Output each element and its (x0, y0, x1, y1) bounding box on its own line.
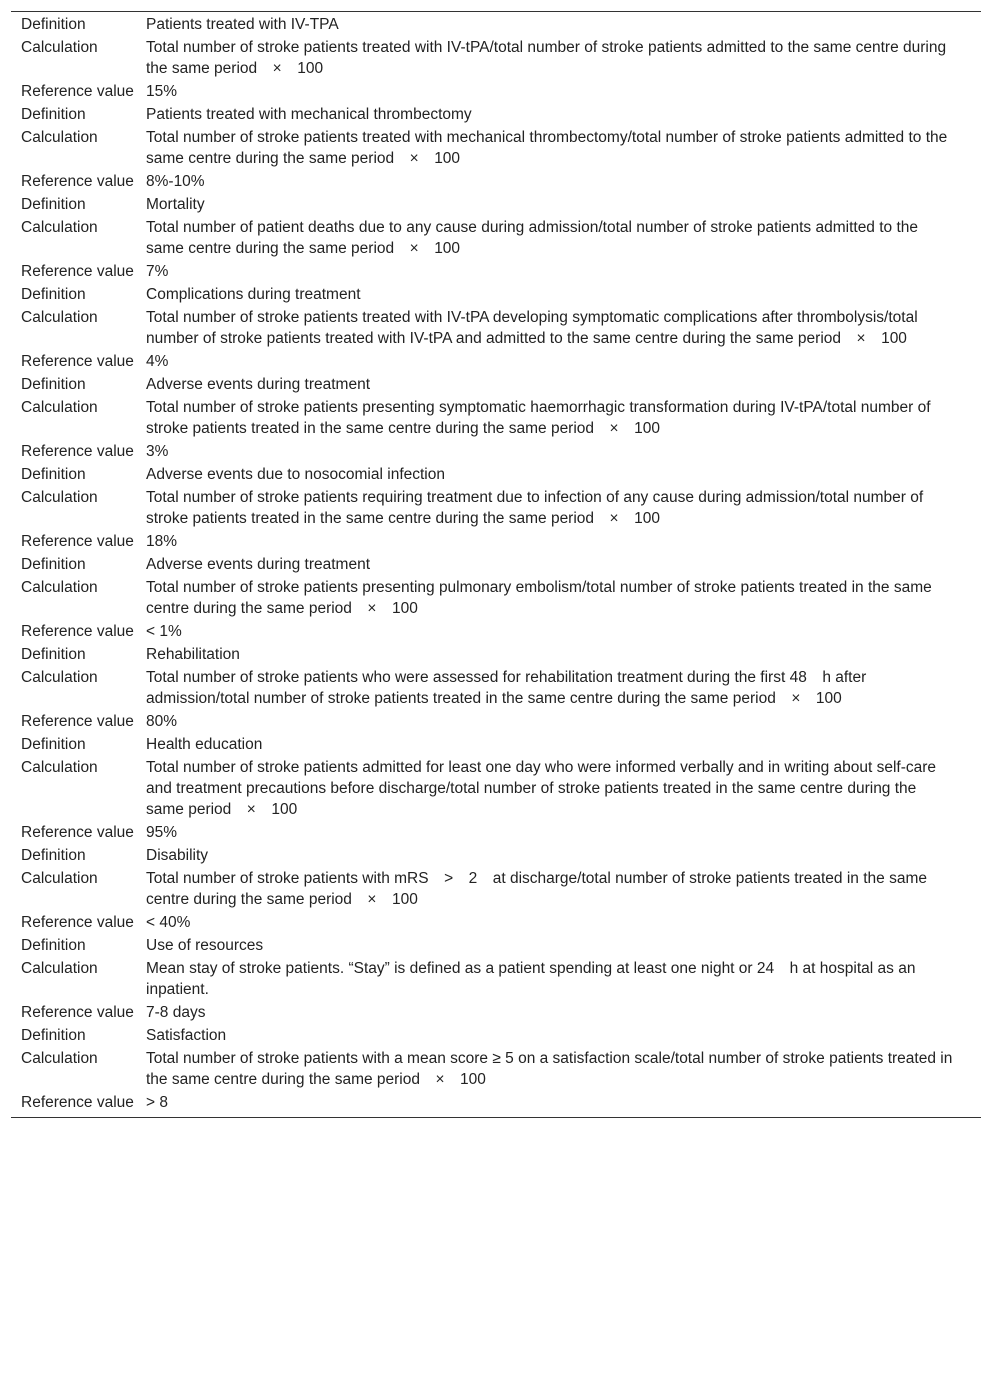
table-row (11, 554, 981, 577)
table-row (11, 307, 981, 351)
reference-value-label: Reference value (21, 173, 134, 190)
table-row (11, 1048, 981, 1092)
definition-value: Disability (146, 847, 209, 864)
definition-value: Satisfaction (146, 1027, 227, 1044)
definition-value: Rehabilitation (146, 646, 240, 663)
reference-value-label: Reference value (21, 353, 134, 370)
table-row (11, 217, 981, 261)
table-row (11, 81, 981, 104)
table-row (11, 845, 981, 868)
calculation-value: Total number of stroke patients with a mean score ≥ 5 on a satisfaction scale/total number of stroke patients treated in the same centre during the same period × 100 (146, 1050, 953, 1088)
calculation-value: Total number of stroke patients presenting symptomatic haemorrhagic transformation during IV-tPA/total number of stroke patients treated in the same centre during the same period × 100 (146, 399, 931, 437)
table-row (11, 397, 981, 441)
reference-value-value: 7-8 days (146, 1004, 206, 1021)
table-row (11, 351, 981, 374)
definition-label: Definition (21, 196, 86, 213)
table-row (11, 667, 981, 711)
definition-label: Definition (21, 1027, 86, 1044)
table-row (11, 104, 981, 127)
reference-value-value: 8%-10% (146, 173, 205, 190)
table-row (11, 822, 981, 845)
definition-label: Definition (21, 376, 86, 393)
indicators-table-body (11, 14, 981, 1115)
reference-value-value: 18% (146, 533, 178, 550)
calculation-value: Total number of stroke patients presenting pulmonary embolism/total number of stroke patients treated in the same centre during the same period × 100 (146, 579, 932, 617)
definition-value: Patients treated with IV-TPA (146, 16, 339, 33)
definition-value: Adverse events during treatment (146, 376, 371, 393)
calculation-value: Total number of stroke patients admitted for least one day who were informed verbally and in writing about self-care and treatment precautions before discharge/total number of stroke patients treated in the same centre during the same period × 100 (146, 759, 937, 818)
calculation-label: Calculation (21, 399, 98, 416)
table-row (11, 711, 981, 734)
table-row (11, 374, 981, 397)
reference-value-label: Reference value (21, 824, 134, 841)
calculation-value: Mean stay of stroke patients. “Stay” is defined as a patient spending at least one night or 24 h at hospital as an inpatient. (146, 960, 916, 998)
reference-value-value: 7% (146, 263, 169, 280)
table-row (11, 935, 981, 958)
reference-value-value: < 1% (146, 623, 182, 640)
reference-value-label: Reference value (21, 83, 134, 100)
calculation-value: Total number of stroke patients treated with IV-tPA developing symptomatic complications after thrombolysis/total number of stroke patients treated with IV-tPA and admitted to the same centre during the same period × 100 (146, 309, 918, 347)
reference-value-value: 95% (146, 824, 178, 841)
table-row (11, 1092, 981, 1115)
definition-value: Mortality (146, 196, 205, 213)
calculation-value: Total number of stroke patients treated with IV-tPA/total number of stroke patients admitted to the same centre during the same period × 100 (146, 39, 947, 77)
table-row (11, 577, 981, 621)
definition-value: Adverse events during treatment (146, 556, 371, 573)
calculation-label: Calculation (21, 759, 98, 776)
calculation-label: Calculation (21, 960, 98, 977)
reference-value-label: Reference value (21, 533, 134, 550)
table-row (11, 958, 981, 1002)
definition-label: Definition (21, 466, 86, 483)
calculation-label: Calculation (21, 129, 98, 146)
table-row (11, 868, 981, 912)
definition-label: Definition (21, 556, 86, 573)
calculation-value: Total number of stroke patients who were assessed for rehabilitation treatment during the first 48 h after admission/total number of stroke patients treated in the same centre during the same period × 100 (146, 669, 867, 707)
table-row (11, 14, 981, 37)
table-row (11, 1025, 981, 1048)
calculation-label: Calculation (21, 309, 98, 326)
definition-label: Definition (21, 16, 86, 33)
table-row (11, 734, 981, 757)
indicators-table (11, 14, 981, 1115)
reference-value-label: Reference value (21, 713, 134, 730)
table-row (11, 284, 981, 307)
reference-value-label: Reference value (21, 1004, 134, 1021)
table-row (11, 621, 981, 644)
calculation-value: Total number of stroke patients with mRS > 2 at discharge/total number of stroke patients treated in the same centre during the same period × 100 (146, 870, 927, 908)
definition-value: Complications during treatment (146, 286, 361, 303)
calculation-label: Calculation (21, 870, 98, 887)
reference-value-label: Reference value (21, 623, 134, 640)
reference-value-value: 80% (146, 713, 178, 730)
definition-value: Adverse events due to nosocomial infection (146, 466, 445, 483)
reference-value-value: < 40% (146, 914, 191, 931)
definition-label: Definition (21, 736, 86, 753)
definition-label: Definition (21, 646, 86, 663)
calculation-value: Total number of patient deaths due to any cause during admission/total number of stroke patients admitted to the same centre during the same period × 100 (146, 219, 919, 257)
indicators-table-container (11, 11, 981, 1118)
calculation-label: Calculation (21, 219, 98, 236)
calculation-value: Total number of stroke patients requiring treatment due to infection of any cause during admission/total number of stroke patients treated in the same centre during the same period × 100 (146, 489, 924, 527)
table-row (11, 757, 981, 822)
reference-value-value: 3% (146, 443, 169, 460)
table-row (11, 464, 981, 487)
reference-value-label: Reference value (21, 263, 134, 280)
reference-value-value: > 8 (146, 1094, 168, 1111)
definition-label: Definition (21, 847, 86, 864)
definition-label: Definition (21, 106, 86, 123)
definition-value: Use of resources (146, 937, 264, 954)
calculation-label: Calculation (21, 669, 98, 686)
definition-value: Health education (146, 736, 263, 753)
table-row (11, 487, 981, 531)
calculation-label: Calculation (21, 39, 98, 56)
reference-value-label: Reference value (21, 1094, 134, 1111)
table-row (11, 441, 981, 464)
table-row (11, 261, 981, 284)
table-row (11, 1002, 981, 1025)
calculation-label: Calculation (21, 1050, 98, 1067)
reference-value-label: Reference value (21, 443, 134, 460)
definition-label: Definition (21, 937, 86, 954)
table-row (11, 531, 981, 554)
calculation-label: Calculation (21, 489, 98, 506)
definition-label: Definition (21, 286, 86, 303)
table-row (11, 127, 981, 171)
reference-value-value: 15% (146, 83, 178, 100)
calculation-label: Calculation (21, 579, 98, 596)
table-row (11, 194, 981, 217)
reference-value-value: 4% (146, 353, 169, 370)
table-row (11, 171, 981, 194)
reference-value-label: Reference value (21, 914, 134, 931)
definition-value: Patients treated with mechanical thrombectomy (146, 106, 472, 123)
table-row (11, 644, 981, 667)
table-row (11, 37, 981, 81)
calculation-value: Total number of stroke patients treated with mechanical thrombectomy/total number of stroke patients admitted to the same centre during the same period × 100 (146, 129, 948, 167)
table-row (11, 912, 981, 935)
